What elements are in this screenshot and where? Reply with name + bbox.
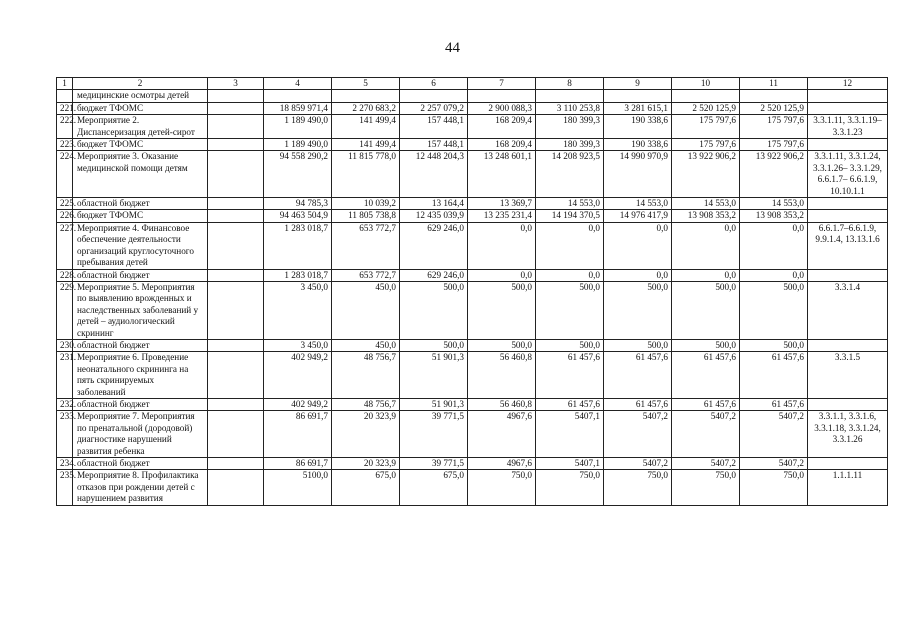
amount-cell: 20 323,9 xyxy=(332,411,400,458)
amount-cell: 61 457,6 xyxy=(536,398,604,410)
amount-cell: 0,0 xyxy=(604,269,672,281)
amount-cell: 0,0 xyxy=(672,269,740,281)
amount-cell: 450,0 xyxy=(332,281,400,339)
column-3-cell xyxy=(208,210,264,222)
amount-cell: 500,0 xyxy=(740,281,808,339)
amount-cell: 0,0 xyxy=(672,222,740,269)
amount-cell: 61 457,6 xyxy=(740,398,808,410)
table-row xyxy=(57,102,888,114)
amount-cell: 450,0 xyxy=(332,339,400,351)
item-name-cell: Мероприятие 5. Мероприятия по выявлению врожденных и наследственных заболеваний у детей – аудиологический скрининг xyxy=(73,281,208,339)
item-name-cell: областной бюджет xyxy=(73,458,208,470)
column-header: 7 xyxy=(468,78,536,90)
reference-cell: 3.3.1.11, 3.3.1.24, 3.3.1.26– 3.3.1.29, 6.6.1.7– 6.6.1.9, 10.10.1.1 xyxy=(808,151,888,198)
item-name-cell: областной бюджет xyxy=(73,398,208,410)
row-number-cell: 221. xyxy=(57,102,73,114)
amount-cell: 5407,2 xyxy=(740,458,808,470)
row-number-cell: 229. xyxy=(57,281,73,339)
amount-cell: 500,0 xyxy=(400,281,468,339)
amount-cell: 1 189 490,0 xyxy=(264,139,332,151)
column-header: 12 xyxy=(808,78,888,90)
table-row xyxy=(57,115,888,139)
amount-cell: 175 797,6 xyxy=(740,139,808,151)
amount-cell: 61 457,6 xyxy=(740,352,808,399)
amount-cell: 14 553,0 xyxy=(604,198,672,210)
amount-cell xyxy=(332,90,400,102)
reference-cell: 3.3.1.5 xyxy=(808,352,888,399)
column-header: 5 xyxy=(332,78,400,90)
amount-cell: 190 338,6 xyxy=(604,139,672,151)
amount-cell: 2 900 088,3 xyxy=(468,102,536,114)
amount-cell: 13 164,4 xyxy=(400,198,468,210)
table-row xyxy=(57,269,888,281)
item-name-cell: Мероприятие 6. Проведение неонатального скрининга на пять скринируемых заболеваний xyxy=(73,352,208,399)
amount-cell: 500,0 xyxy=(536,281,604,339)
amount-cell: 3 110 253,8 xyxy=(536,102,604,114)
amount-cell: 653 772,7 xyxy=(332,269,400,281)
row-number-cell: 231. xyxy=(57,352,73,399)
amount-cell: 5407,2 xyxy=(604,458,672,470)
row-number-cell: 230. xyxy=(57,339,73,351)
amount-cell: 61 457,6 xyxy=(672,352,740,399)
amount-cell: 14 553,0 xyxy=(740,198,808,210)
amount-cell xyxy=(264,90,332,102)
amount-cell: 61 457,6 xyxy=(672,398,740,410)
amount-cell: 61 457,6 xyxy=(604,352,672,399)
reference-cell xyxy=(808,210,888,222)
column-3-cell xyxy=(208,352,264,399)
amount-cell: 2 270 683,2 xyxy=(332,102,400,114)
table-row xyxy=(57,281,888,339)
table-row xyxy=(57,352,888,399)
amount-cell: 14 990 970,9 xyxy=(604,151,672,198)
reference-cell xyxy=(808,198,888,210)
amount-cell: 5407,2 xyxy=(672,411,740,458)
reference-cell xyxy=(808,139,888,151)
amount-cell: 11 815 778,0 xyxy=(332,151,400,198)
column-number-row xyxy=(57,78,888,90)
amount-cell: 48 756,7 xyxy=(332,398,400,410)
amount-cell: 5407,2 xyxy=(672,458,740,470)
amount-cell: 18 859 971,4 xyxy=(264,102,332,114)
amount-cell: 56 460,8 xyxy=(468,352,536,399)
row-number-cell: 222. xyxy=(57,115,73,139)
item-name-cell: Мероприятие 4. Финансовое обеспечение деятельности организаций круглосуточного пребывания детей xyxy=(73,222,208,269)
amount-cell: 5407,1 xyxy=(536,458,604,470)
column-header: 9 xyxy=(604,78,672,90)
amount-cell: 750,0 xyxy=(468,470,536,505)
row-number-cell: 226. xyxy=(57,210,73,222)
amount-cell: 13 248 601,1 xyxy=(468,151,536,198)
amount-cell: 0,0 xyxy=(536,269,604,281)
item-name-cell: областной бюджет xyxy=(73,198,208,210)
amount-cell: 750,0 xyxy=(672,470,740,505)
table-row xyxy=(57,198,888,210)
item-name-cell: областной бюджет xyxy=(73,269,208,281)
amount-cell: 3 281 615,1 xyxy=(604,102,672,114)
item-name-cell: бюджет ТФОМС xyxy=(73,139,208,151)
column-3-cell xyxy=(208,281,264,339)
amount-cell: 13 922 906,2 xyxy=(740,151,808,198)
amount-cell: 4967,6 xyxy=(468,458,536,470)
table-row xyxy=(57,470,888,505)
reference-cell xyxy=(808,339,888,351)
amount-cell: 1 283 018,7 xyxy=(264,269,332,281)
column-header: 10 xyxy=(672,78,740,90)
amount-cell: 168 209,4 xyxy=(468,139,536,151)
amount-cell: 12 448 204,3 xyxy=(400,151,468,198)
row-number-cell: 227. xyxy=(57,222,73,269)
amount-cell: 61 457,6 xyxy=(604,398,672,410)
amount-cell: 0,0 xyxy=(604,222,672,269)
amount-cell: 13 235 231,4 xyxy=(468,210,536,222)
amount-cell: 86 691,7 xyxy=(264,411,332,458)
column-header: 8 xyxy=(536,78,604,90)
item-name-cell: медицинские осмотры детей xyxy=(73,90,208,102)
amount-cell: 13 369,7 xyxy=(468,198,536,210)
amount-cell xyxy=(740,90,808,102)
amount-cell xyxy=(672,90,740,102)
amount-cell: 500,0 xyxy=(672,281,740,339)
amount-cell: 2 520 125,9 xyxy=(740,102,808,114)
column-header: 2 xyxy=(73,78,208,90)
amount-cell: 402 949,2 xyxy=(264,352,332,399)
table-row xyxy=(57,90,888,102)
column-3-cell xyxy=(208,151,264,198)
amount-cell: 629 246,0 xyxy=(400,269,468,281)
column-3-cell xyxy=(208,269,264,281)
amount-cell: 500,0 xyxy=(400,339,468,351)
amount-cell: 675,0 xyxy=(332,470,400,505)
amount-cell: 629 246,0 xyxy=(400,222,468,269)
column-header: 11 xyxy=(740,78,808,90)
item-name-cell: Мероприятие 2. Диспансеризация детей-сирот xyxy=(73,115,208,139)
amount-cell: 14 208 923,5 xyxy=(536,151,604,198)
amount-cell: 10 039,2 xyxy=(332,198,400,210)
column-header: 1 xyxy=(57,78,73,90)
amount-cell: 675,0 xyxy=(400,470,468,505)
row-number-cell: 223. xyxy=(57,139,73,151)
row-number-cell: 233. xyxy=(57,411,73,458)
amount-cell: 1 189 490,0 xyxy=(264,115,332,139)
amount-cell: 12 435 039,9 xyxy=(400,210,468,222)
reference-cell xyxy=(808,398,888,410)
amount-cell xyxy=(400,90,468,102)
amount-cell: 4967,6 xyxy=(468,411,536,458)
amount-cell: 86 691,7 xyxy=(264,458,332,470)
amount-cell: 141 499,4 xyxy=(332,115,400,139)
budget-table xyxy=(56,77,888,506)
amount-cell xyxy=(536,90,604,102)
row-number-cell: 225. xyxy=(57,198,73,210)
amount-cell: 13 908 353,2 xyxy=(672,210,740,222)
amount-cell: 11 805 738,8 xyxy=(332,210,400,222)
table-row xyxy=(57,210,888,222)
amount-cell: 653 772,7 xyxy=(332,222,400,269)
amount-cell: 3 450,0 xyxy=(264,281,332,339)
amount-cell: 0,0 xyxy=(740,222,808,269)
row-number-cell: 228. xyxy=(57,269,73,281)
amount-cell: 175 797,6 xyxy=(672,115,740,139)
page-number: 44 xyxy=(445,40,460,56)
amount-cell: 141 499,4 xyxy=(332,139,400,151)
amount-cell: 3 450,0 xyxy=(264,339,332,351)
row-number-cell: 224. xyxy=(57,151,73,198)
table-body xyxy=(57,78,888,506)
reference-cell xyxy=(808,269,888,281)
amount-cell: 0,0 xyxy=(740,269,808,281)
item-name-cell: бюджет ТФОМС xyxy=(73,102,208,114)
item-name-cell: областной бюджет xyxy=(73,339,208,351)
column-3-cell xyxy=(208,458,264,470)
row-number-cell: 232. xyxy=(57,398,73,410)
row-number-cell xyxy=(57,90,73,102)
amount-cell: 94 785,3 xyxy=(264,198,332,210)
table-row xyxy=(57,339,888,351)
amount-cell: 13 922 906,2 xyxy=(672,151,740,198)
item-name-cell: Мероприятие 8. Профилактика отказов при рождении детей с нарушением развития xyxy=(73,470,208,505)
amount-cell: 14 976 417,9 xyxy=(604,210,672,222)
amount-cell: 2 520 125,9 xyxy=(672,102,740,114)
amount-cell: 13 908 353,2 xyxy=(740,210,808,222)
column-3-cell xyxy=(208,115,264,139)
column-header: 3 xyxy=(208,78,264,90)
item-name-cell: Мероприятие 3. Оказание медицинской помощи детям xyxy=(73,151,208,198)
amount-cell: 39 771,5 xyxy=(400,458,468,470)
amount-cell: 175 797,6 xyxy=(740,115,808,139)
amount-cell: 190 338,6 xyxy=(604,115,672,139)
amount-cell: 500,0 xyxy=(672,339,740,351)
amount-cell: 39 771,5 xyxy=(400,411,468,458)
amount-cell: 500,0 xyxy=(536,339,604,351)
amount-cell: 750,0 xyxy=(536,470,604,505)
table-row xyxy=(57,398,888,410)
table-row xyxy=(57,151,888,198)
amount-cell xyxy=(604,90,672,102)
table-row xyxy=(57,411,888,458)
amount-cell: 5407,2 xyxy=(604,411,672,458)
table-row xyxy=(57,139,888,151)
amount-cell: 500,0 xyxy=(604,339,672,351)
amount-cell: 56 460,8 xyxy=(468,398,536,410)
amount-cell: 500,0 xyxy=(468,281,536,339)
amount-cell: 500,0 xyxy=(604,281,672,339)
amount-cell: 157 448,1 xyxy=(400,139,468,151)
column-header: 4 xyxy=(264,78,332,90)
reference-cell: 3.3.1.11, 3.3.1.19–3.3.1.23 xyxy=(808,115,888,139)
column-3-cell xyxy=(208,198,264,210)
item-name-cell: бюджет ТФОМС xyxy=(73,210,208,222)
amount-cell: 48 756,7 xyxy=(332,352,400,399)
amount-cell xyxy=(468,90,536,102)
table-row xyxy=(57,222,888,269)
amount-cell: 61 457,6 xyxy=(536,352,604,399)
column-3-cell xyxy=(208,470,264,505)
column-3-cell xyxy=(208,339,264,351)
amount-cell: 175 797,6 xyxy=(672,139,740,151)
reference-cell: 1.1.1.11 xyxy=(808,470,888,505)
reference-cell xyxy=(808,458,888,470)
amount-cell: 168 209,4 xyxy=(468,115,536,139)
amount-cell: 157 448,1 xyxy=(400,115,468,139)
amount-cell: 1 283 018,7 xyxy=(264,222,332,269)
amount-cell: 180 399,3 xyxy=(536,139,604,151)
reference-cell: 3.3.1.1, 3.3.1.6, 3.3.1.18, 3.3.1.24, 3.3.1.26 xyxy=(808,411,888,458)
amount-cell: 5407,1 xyxy=(536,411,604,458)
amount-cell: 0,0 xyxy=(468,222,536,269)
amount-cell: 94 463 504,9 xyxy=(264,210,332,222)
row-number-cell: 235. xyxy=(57,470,73,505)
column-3-cell xyxy=(208,398,264,410)
amount-cell: 14 553,0 xyxy=(536,198,604,210)
amount-cell: 94 558 290,2 xyxy=(264,151,332,198)
amount-cell: 402 949,2 xyxy=(264,398,332,410)
amount-cell: 51 901,3 xyxy=(400,352,468,399)
column-3-cell xyxy=(208,90,264,102)
amount-cell: 750,0 xyxy=(604,470,672,505)
amount-cell: 5100,0 xyxy=(264,470,332,505)
item-name-cell: Мероприятие 7. Мероприятия по пренатальной (дородовой) диагностике нарушений развития ребенка xyxy=(73,411,208,458)
amount-cell: 2 257 079,2 xyxy=(400,102,468,114)
amount-cell: 180 399,3 xyxy=(536,115,604,139)
table-row xyxy=(57,458,888,470)
amount-cell: 14 194 370,5 xyxy=(536,210,604,222)
amount-cell: 5407,2 xyxy=(740,411,808,458)
amount-cell: 500,0 xyxy=(468,339,536,351)
amount-cell: 0,0 xyxy=(536,222,604,269)
reference-cell xyxy=(808,90,888,102)
reference-cell: 3.3.1.4 xyxy=(808,281,888,339)
column-header: 6 xyxy=(400,78,468,90)
amount-cell: 0,0 xyxy=(468,269,536,281)
amount-cell: 14 553,0 xyxy=(672,198,740,210)
amount-cell: 500,0 xyxy=(740,339,808,351)
column-3-cell xyxy=(208,102,264,114)
amount-cell: 20 323,9 xyxy=(332,458,400,470)
column-3-cell xyxy=(208,139,264,151)
reference-cell xyxy=(808,102,888,114)
reference-cell: 6.6.1.7–6.6.1.9, 9.9.1.4, 13.13.1.6 xyxy=(808,222,888,269)
column-3-cell xyxy=(208,222,264,269)
amount-cell: 750,0 xyxy=(740,470,808,505)
amount-cell: 51 901,3 xyxy=(400,398,468,410)
column-3-cell xyxy=(208,411,264,458)
row-number-cell: 234. xyxy=(57,458,73,470)
